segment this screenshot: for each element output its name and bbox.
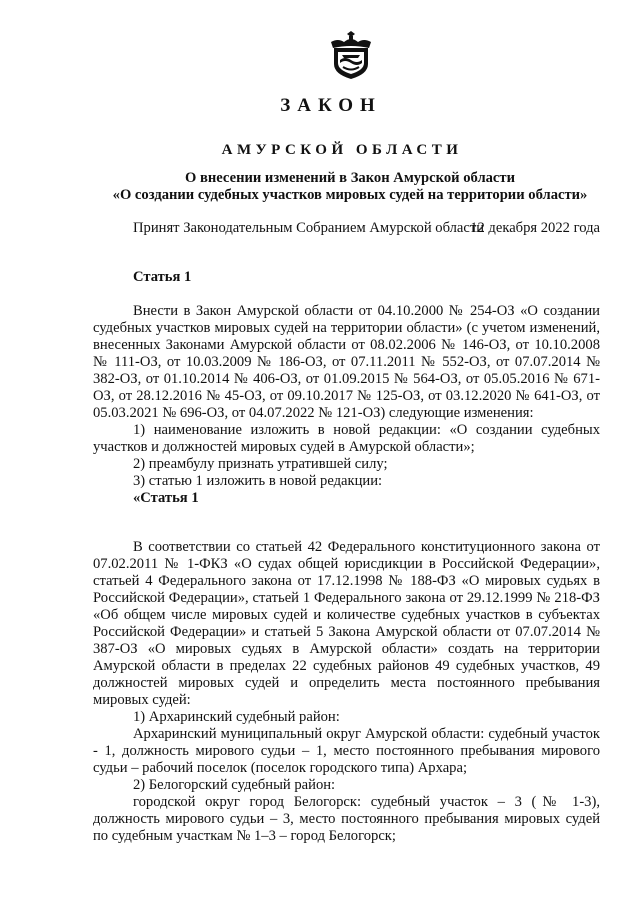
district-heading: 2) Белогорский судебный район: xyxy=(133,777,336,793)
district-text: Архаринский муниципальный округ Амурской области: судебный участок - 1, должность мирового судьи – 1, место постоянного пребывания мирового судьи – рабочий поселок (поселок городского типа) Архара; xyxy=(93,726,600,776)
amendment-item: 3) статью 1 изложить в новой редакции: xyxy=(133,473,383,489)
new-article-paragraph: В соответствии со статьей 42 Федерального конституционного закона от 07.02.2011 № 1-ФКЗ «О судах общей юрисдикции в Российской Федерации», статьей 4 Федерального закона от 17.12.1998 № 188-ФЗ «О мировых судьях в Российской Федерации», статьей 1 Федерального закона от 29.12.1999 № 218-ФЗ «Об общем числе мировых судей и количестве судебных участков в субъектах Российской Федерации» и статьей 5 Закона Амурской области от 07.07.2014 № 387-ОЗ «О мировых судьях в Амурской области» создать на территории Амурской области в пределах 22 судебных районов 49 судебных участков, 49 должностей мировых судей и определить места постоянного пребывания мировых судей: xyxy=(93,539,600,708)
law-heading: ЗАКОН xyxy=(280,95,382,116)
new-article-body xyxy=(93,539,600,845)
article-body xyxy=(93,303,600,507)
amendment-item: 1) наименование изложить в новой редакции: «О создании судебных участков и должностей мировых судей в Амурской области»; xyxy=(93,422,600,455)
document-title-line: «О создании судебных участков мировых судей на территории области» xyxy=(112,187,588,203)
quoted-article-heading: «Статья 1 xyxy=(133,490,199,506)
adoption-date: 12 декабря 2022 года xyxy=(470,220,600,236)
document-title-line: О внесении изменений в Закон Амурской области xyxy=(184,170,515,186)
district-text: городской округ город Белогорск: судебный участок – 3 (№ 1-3), должность мирового судьи – 3, место постоянного пребывания мировых судей по судебным участкам № 1–3 – город Белогорск; xyxy=(93,794,600,844)
article-heading: Статья 1 xyxy=(133,269,192,285)
document-title xyxy=(100,170,600,204)
district-heading: 1) Архаринский судебный район: xyxy=(133,709,340,725)
amendment-item: 2) преамбулу признать утратившей силу; xyxy=(133,456,388,472)
region-heading: АМУРСКОЙ ОБЛАСТИ xyxy=(221,142,463,158)
coat-of-arms-icon xyxy=(328,30,374,80)
adoption-body: Принят Законодательным Собранием Амурской области xyxy=(133,220,485,236)
article-intro: Внести в Закон Амурской области от 04.10.2000 № 254-ОЗ «О создании судебных участков мировых судей на территории области» (с учетом изменений, внесенных Законами Амурской области от 08.02.2006 № 146-ОЗ, от 10.10.2008 № 111-ОЗ, от 10.03.2009 № 186-ОЗ, от 07.11.2011 № 552-ОЗ, от 07.07.2014 № 382-ОЗ, от 01.10.2014 № 406-ОЗ, от 01.09.2015 № 564-ОЗ, от 05.05.2016 № 671-ОЗ, от 28.12.2016 № 45-ОЗ, от 09.10.2017 № 125-ОЗ, от 03.12.2020 № 641-ОЗ, от 05.03.2021 № 696-ОЗ, от 04.07.2022 № 121-ОЗ) следующие изменения: xyxy=(93,303,600,421)
